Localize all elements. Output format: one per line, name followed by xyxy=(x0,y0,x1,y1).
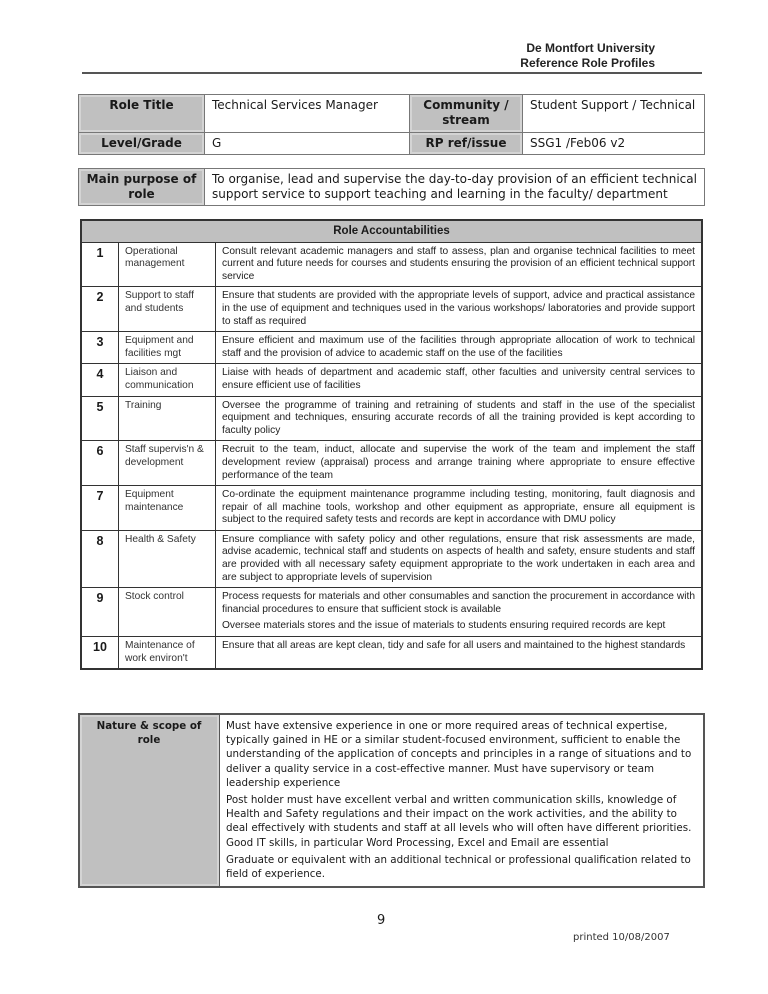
table-row xyxy=(81,364,702,396)
row-area: Maintenance of work environ't xyxy=(119,637,216,670)
row-description xyxy=(216,588,703,637)
row-description xyxy=(216,396,703,441)
table-row xyxy=(81,530,702,587)
rp-ref-label: RP ref/issue xyxy=(410,133,523,155)
row-area: Stock control xyxy=(119,588,216,637)
main-purpose-text: To organise, lead and supervise the day-to-day provision of an efficient technical support service to support teaching and learning in the faculty/ department xyxy=(205,169,705,206)
row-area: Health & Safety xyxy=(119,530,216,587)
table-row xyxy=(81,486,702,531)
row-area: Equipment maintenance xyxy=(119,486,216,531)
accountabilities-table xyxy=(80,219,703,670)
role-title-value: Technical Services Manager xyxy=(205,95,410,133)
nature-scope-label: Nature & scope of role xyxy=(79,714,220,887)
nature-scope-paragraph: Must have extensive experience in one or more required areas of technical expertise, typically gained in HE or a similar student-focused environment, sufficient to enable the understanding of the application of concepts and principles in a range of situations and to deliver a quality service in a cost-effective manner. Must have supervisory or team leadership experience xyxy=(226,720,692,789)
description-text: Oversee the programme of training and retraining of students and staff in the use of the specialist equipment and techniques, ensuring accurate records of all the training provided is kept according to faculty policy xyxy=(222,399,695,436)
document-subtitle: Reference Role Profiles xyxy=(520,56,655,70)
row-description xyxy=(216,242,703,287)
level-value: G xyxy=(205,133,410,155)
row-area: Support to staff and students xyxy=(119,287,216,332)
table-row xyxy=(81,332,702,364)
description-text: Ensure efficient and maximum use of the facilities through appropriate allocation of work to technical staff and the provision of advice to academic staff on the use of the facilities xyxy=(222,335,695,359)
rp-ref-value: SSG1 /Feb06 v2 xyxy=(523,133,705,155)
row-number: 8 xyxy=(81,530,119,587)
header-divider xyxy=(82,72,702,74)
table-row xyxy=(81,441,702,486)
row-description xyxy=(216,486,703,531)
description-text: Liaise with heads of department and academic staff, other faculties and university central services to ensure efficient use of facilities xyxy=(222,367,695,391)
accountabilities-heading: Role Accountabilities xyxy=(81,220,702,242)
description-text: Process requests for materials and other consumables and sanction the procurement in accordance with financial procedures to ensure that sufficient stock is available xyxy=(222,591,695,615)
description-text: Recruit to the team, induct, allocate and supervise the work of the team and implement the staff development review (appraisal) process and arrange training where appropriate to ensure effective performance of the team xyxy=(222,444,695,481)
row-description xyxy=(216,637,703,670)
table-row xyxy=(81,396,702,441)
page-number: 9 xyxy=(377,913,386,928)
role-info-table xyxy=(78,94,705,155)
nature-scope-paragraph: Graduate or equivalent with an additional technical or professional qualification related to field of experience. xyxy=(226,853,691,881)
description-text: Ensure that all areas are kept clean, tidy and safe for all users and maintained to the highest standards xyxy=(222,640,686,652)
row-area: Operational management xyxy=(119,242,216,287)
description-text: Ensure that students are provided with the appropriate levels of support, advice and practical assistance in the use of equipment and techniques used in the various workshops/ laboratories and provide support to staff as required xyxy=(222,290,695,327)
community-label: Community / stream xyxy=(410,95,523,133)
table-row xyxy=(81,588,702,637)
row-number: 10 xyxy=(81,637,119,670)
nature-scope-table xyxy=(78,713,705,888)
row-area: Equipment and facilities mgt xyxy=(119,332,216,364)
organisation-name: De Montfort University xyxy=(526,41,655,55)
row-number: 7 xyxy=(81,486,119,531)
level-label: Level/Grade xyxy=(79,133,205,155)
row-description xyxy=(216,441,703,486)
row-area: Staff supervis'n & development xyxy=(119,441,216,486)
row-number: 6 xyxy=(81,441,119,486)
row-area: Training xyxy=(119,396,216,441)
row-number: 1 xyxy=(81,242,119,287)
nature-scope-paragraph: Post holder must have excellent verbal and written communication skills, knowledge of Health and Safety regulations and their impact on the work activities, and the ability to deal effectively with students and staff at all levels who will often have different priorities. Good IT skills, in particular Word Processing, Excel and Email are essential xyxy=(226,794,692,849)
row-number: 2 xyxy=(81,287,119,332)
table-row xyxy=(81,637,702,670)
row-number: 3 xyxy=(81,332,119,364)
printed-date: printed 10/08/2007 xyxy=(573,932,670,943)
row-number: 5 xyxy=(81,396,119,441)
description-text: Oversee materials stores and the issue of materials to students ensuring required records are kept xyxy=(222,620,666,632)
role-title-label: Role Title xyxy=(79,95,205,133)
main-purpose-table xyxy=(78,168,705,206)
main-purpose-label: Main purpose of role xyxy=(79,169,205,206)
table-row xyxy=(81,242,702,287)
document-header xyxy=(520,41,655,71)
row-area: Liaison and communication xyxy=(119,364,216,396)
table-row xyxy=(81,287,702,332)
description-text: Consult relevant academic managers and staff to assess, plan and organise technical facilities to meet current and future needs for courses and students ensuring the provision of an efficient technical support service xyxy=(222,245,695,282)
row-description xyxy=(216,530,703,587)
row-number: 4 xyxy=(81,364,119,396)
nature-scope-content xyxy=(220,714,705,887)
description-text: Co-ordinate the equipment maintenance programme including testing, monitoring, fault diagnosis and repair of all machine tools, workshop and other equipment as appropriate, ensure all equipment is subject to the required safety tests and records are kept in accordance with DMU policy xyxy=(222,489,695,526)
row-description xyxy=(216,364,703,396)
description-text: Ensure compliance with safety policy and other regulations, ensure that risk assessments are made, advise academic, technical staff and students on aspects of health and safety, ensure students and staff are provided with all necessary safety equipment appropriate to the work undertaken in each area and are subject to appropriate levels of supervision xyxy=(222,533,695,583)
row-description xyxy=(216,287,703,332)
community-value: Student Support / Technical xyxy=(523,95,705,133)
row-description xyxy=(216,332,703,364)
row-number: 9 xyxy=(81,588,119,637)
